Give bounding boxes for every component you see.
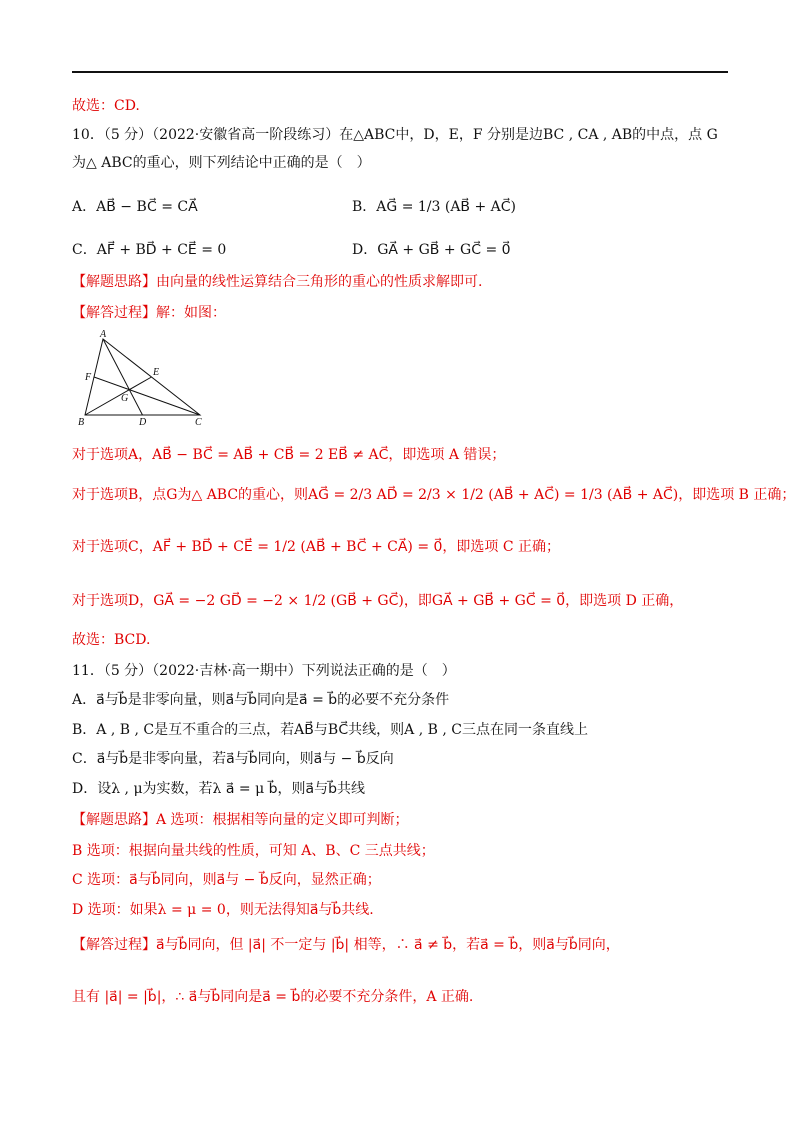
idea-tag: 【解题思路】 — [72, 274, 156, 290]
question-11-option-b: B．A , B , C是互不重合的三点，若AB⃗与BC⃗共线，则A , B , C三点在同一条直线上 — [72, 722, 588, 738]
solution-option-b: 对于选项B，点G为△ ABC的重心，则AG⃗ = 2/3 AD⃗ = 2/3 × 1/2 (AB⃗ + AC⃗) = 1/3 (AB⃗ + AC⃗)，即选项 B 正确； — [72, 487, 796, 503]
triangle-figure — [76, 328, 208, 428]
question-10-stem-line1: 10．（5 分）（2022·安徽省高一阶段练习）在△ABC中，D，E，F 分别是边BC , CA , AB的中点，点 G — [72, 127, 718, 143]
label-e: E — [153, 367, 160, 378]
solution2-d: D 选项：如果λ = μ = 0，则无法得知a⃗与b⃗共线. — [72, 902, 374, 918]
option-d: D．GA⃗ + GB⃗ + GC⃗ = 0⃗ — [352, 242, 511, 258]
question-10-stem-line2: 为△ ABC的重心，则下列结论中正确的是（ ） — [72, 155, 371, 171]
median-be — [85, 377, 152, 415]
answer-line-2: 故选：BCD. — [72, 632, 151, 648]
solution-option-c: 对于选项C，AF⃗ + BD⃗ + CE⃗ = 1/2 (AB⃗ + BC⃗ + CA⃗) = 0⃗，即选项 C 正确； — [72, 539, 561, 555]
option-a: A．AB⃗ − BC⃗ = CA⃗ — [72, 199, 198, 215]
question-11-option-a: A．a⃗与b⃗是非零向量，则a⃗与b⃗同向是a⃗ = b⃗的必要不充分条件 — [72, 692, 450, 708]
solution-process — [72, 303, 226, 323]
answer-line-1: 故选：CD. — [72, 98, 140, 114]
solution-option-d: 对于选项D，GA⃗ = −2 GD⃗ = −2 × 1/2 (GB⃗ + GC⃗)，即GA⃗ + GB⃗ + GC⃗ = 0⃗，即选项 D 正确， — [72, 593, 684, 609]
label-d: D — [139, 417, 147, 428]
triangle-abc — [85, 339, 200, 415]
label-f: F — [85, 372, 92, 383]
median-cf — [94, 377, 200, 415]
solution2-process — [72, 928, 620, 962]
question-11-option-c: C．a⃗与b⃗是非零向量，若a⃗与b⃗同向，则a⃗与 − b⃗反向 — [72, 751, 394, 767]
idea-text: 由向量的线性运算结合三角形的重心的性质求解即可. — [156, 274, 483, 290]
label-c: C — [195, 417, 202, 428]
label-a: A — [100, 329, 107, 340]
question-11-option-d: D．设λ , μ为实数，若λ a⃗ = μ b⃗，则a⃗与b⃗共线 — [72, 781, 365, 797]
header-rule — [72, 71, 728, 73]
solution2-conclusion: 且有 |a⃗| = |b⃗|，∴ a⃗与b⃗同向是a⃗ = b⃗的必要不充分条件，A 正确. — [72, 989, 474, 1005]
process2-text: a⃗与b⃗同向，但 |a⃗| 不一定与 |b⃗| 相等，∴ a⃗ ≠ b⃗，若a⃗ = b⃗，则a⃗与b⃗同向， — [156, 937, 620, 953]
solution-option-a: 对于选项A，AB⃗ − BC⃗ = AB⃗ + CB⃗ = 2 EB⃗ ≠ AC⃗，即选项 A 错误； — [72, 447, 506, 463]
question-11-stem: 11．（5 分）（2022·吉林·高一期中）下列说法正确的是（ ） — [72, 663, 456, 679]
process-tag: 【解答过程】 — [72, 305, 156, 321]
label-g: G — [121, 393, 129, 404]
idea2-tag: 【解题思路】 — [72, 812, 156, 828]
process-text: 解：如图： — [156, 305, 226, 321]
solution2-idea — [72, 810, 409, 830]
process2-tag: 【解答过程】 — [72, 937, 156, 953]
idea2-text: A 选项：根据相等向量的定义即可判断； — [156, 812, 409, 828]
solution2-b: B 选项：根据向量共线的性质，可知 A、B、C 三点共线； — [72, 843, 435, 859]
option-c: C．AF⃗ + BD⃗ + CE⃗ = 0 — [72, 242, 227, 258]
label-b: B — [78, 417, 85, 428]
solution-idea — [72, 272, 482, 292]
solution2-c: C 选项：a⃗与b⃗同向，则a⃗与 − b⃗反向，显然正确； — [72, 872, 381, 888]
option-b: B．AG⃗ = 1/3 (AB⃗ + AC⃗) — [352, 199, 517, 215]
